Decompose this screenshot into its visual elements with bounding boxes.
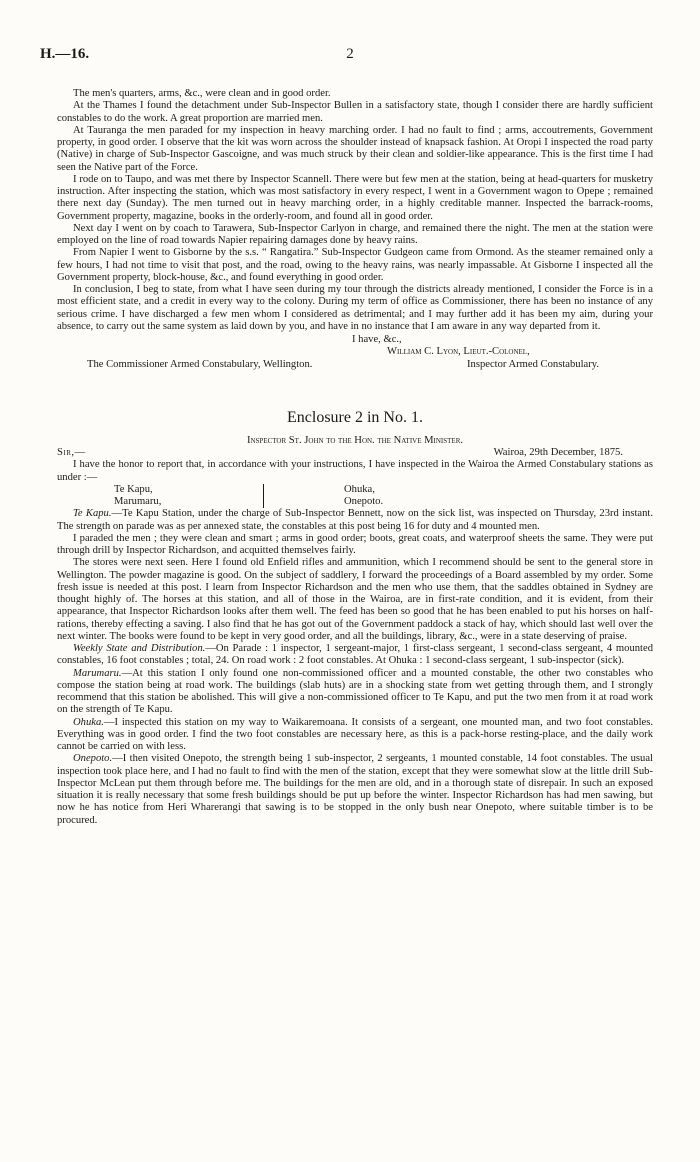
addressee: The Commissioner Armed Constabulary, Wellington. [87,358,313,370]
station-list-right [264,484,424,509]
signoff-row [57,359,653,371]
document-reference: H.—16. [40,46,90,62]
salutation: Sir,— [57,447,86,458]
salutation-row [57,447,653,459]
paragraph-lead: Weekly State and Distribution. [73,643,206,654]
paragraph: The men's quarters, arms, &c., were clean and in good order. [73,88,331,99]
page-header [0,48,700,68]
document-body [57,88,653,827]
paragraph: I have the honor to report that, in accordance with your instructions, I have inspected in the Wairoa the Armed Constabulary stations as under :— [57,459,653,483]
station-name: Marumaru, [114,496,162,507]
letter-from-line: Inspector St. John to the Hon. the Native Minister. [246,434,464,446]
paragraph [57,533,653,558]
paragraph-lead: Onepoto. [73,753,113,765]
paragraph-text: —I inspected this station on my way to Waikaremoana. It consists of a sergeant, one mounted man, and two foot constables. Everything was in good order. I find the two foot constables are necessary here, as this is a pack-horse resting-place, and the daily work cannot be carried on with less. [57,716,653,752]
signatory-name: William C. Lyon, Lieut.-Colonel, [387,346,530,358]
page-number: 2 [346,46,354,62]
paragraph-text: The stores were next seen. Here I found old Enfield rifles and ammunition, which I recommend should be sent to the general store in Wellington. The powder magazine is good. On the subject of saddlery, I forward the proceedings of a Board assembled by my order. Some fresh issue is needed at this post. I learn from Inspector Richardson and the men who use them, that the saddles obtained in Sydney are thought highly of. The horses at this station, and all of those in the Wairoa, are in first-rate condition, and it is evident, from their appearance, that Inspector Richardson looks after them well. The feed has been so good that he has been enabled to put his horses on half-rations, thereby effecting a saving. I also find that he has got out of the Government paddock a stack of hay, which should last well over the next winter. The books were found to be kept in very good order, and all the buildings, library, &c., were in a state deserving of praise. [57,557,653,642]
paragraph [57,668,653,717]
paragraph [57,717,653,754]
paragraph-text: —Te Kapu Station, under the charge of Sub-Inspector Bennett, now on the sick list, was inspected on Thursday, 23rd instant. The strength on parade was as per annexed state, the constables at this post being 16 for duty and 4 mounted men. [57,508,654,532]
paragraph: I rode on to Taupo, and was met there by Inspector Scannell. There were but few men at the station, being at head-quarters for musketry instruction. After inspecting the station, which was most satisfactory in every respect, I went in a Government wagon to Opepe ; remained there next day (Sunday). The men turned out in heavy marching order, in a highly creditable manner. Inspected the barrack-rooms, Government property, magazine, books in the orderly-room, and found all in good order. [57,173,653,222]
paragraph-lead: Marumaru. [73,667,122,679]
paragraph: From Napier I went to Gisborne by the s.s. “ Rangatira.” Sub-Inspector Gudgeon came from Ormond. As the steamer remained only a few hours, I had not time to visit that post, and the road, owing to the heavy rains, was nearly impassable. At Gisborne I inspected all the Government property, block-house, &c., and found everything in good order. [57,247,653,283]
signatory-title: Inspector Armed Constabulary. [467,358,599,370]
station-list-left [114,484,264,509]
paragraph: At the Thames I found the detachment under Sub-Inspector Bullen in a satisfactory state, though I consider there are hardly sufficient constables to do the work. A great proportion are married men. [57,100,653,124]
station-name: Ohuka, [344,483,375,495]
paragraph-text: I paraded the men ; they were clean and smart ; arms in good order; boots, great coats, and waterproof sheets the same. They were put through drill by Inspector Richardson, and acquitted themselves fairly. [57,532,653,556]
paragraph [57,643,653,668]
station-list [114,484,653,509]
paragraph-lead: Te Kapu. [73,508,112,520]
paragraph: Next day I went on by coach to Tarawera, Sub-Inspector Carlyon in charge, and remained there the night. The men at the station were employed on the line of road towards Napier repairing damages done by heavy rains. [57,222,653,246]
paragraph: In conclusion, I beg to state, from what I have seen during my tour through the districts already mentioned, I consider the Force is in a most efficient state, and a credit in every way to the colony. During my term of office as Commissioner, there has been no instance of any serious crime. I have discharged a few men whom I considered as detrimental; and I may further add it has been my aim, during your absence, to carry out the same system as laid down by you, and have in no instance that I am aware in any way departed from it. [57,284,653,332]
paragraph [57,557,653,643]
letter-date: Wairoa, 29th December, 1875. [493,447,623,458]
paragraph-lead: Ohuka. [73,716,104,728]
closing-line: I have, &c., [352,334,402,345]
enclosure-heading: Enclosure 2 in No. 1. [287,408,423,426]
paragraph: At Tauranga the men paraded for my inspection in heavy marching order. I had no fault to find ; arms, accoutrements, Government property, in good order. I observe that the kit was worn across the shoulder instead of knapsack fashion. At Oropi I inspected the road party (Native) in charge of Sub-Inspector Gascoigne, and was much struck by their clean and soldier-like appearance. This is the first time I had seen the Native part of the Force. [57,124,653,173]
paragraph-text: —I then visited Onepoto, the strength being 1 sub-inspector, 2 sergeants, 1 mounted constable, 14 foot constables. The usual inspection took place here, and I had no fault to find with the men of the station, except that they were somewhat slow at the little drill Sub-Inspector McLean put them through before me. The buildings for the men are old, and in a thorough state of disrepair. In such an exposed situation it is really necessary that some fresh buildings should be put up before the winter. Inspector Richardson has had men sawing, but now he has notice from Heri Wharerangi that sawing is to be stopped in the only bush near Onepoto, where suitable timber is to be procured. [57,753,653,826]
paragraph [57,508,653,533]
station-name: Te Kapu, [114,483,153,495]
paragraph-text: —At this station I only found one non-commissioned officer and a mounted constable, the other two constables who compose the station being at road work. The buildings (slab huts) are in a shocking state from wet getting through them, and I strongly recommend that this station be abolished. This will give a non-commissioned officer to Te Kapu, and put the two men from it at road work on the strength of Te Kapu. [57,667,653,716]
paragraph-text: —On Parade : 1 inspector, 1 sergeant-major, 1 first-class sergeant, 1 second-class sergeant, 4 mounted constables, 16 foot constables ; total, 24. On road work : 2 foot constables. At Ohuka : 1 second-class sergeant, 1 sub-inspector (sick). [57,643,653,667]
station-name: Onepoto. [344,496,384,507]
paragraph [57,753,653,827]
